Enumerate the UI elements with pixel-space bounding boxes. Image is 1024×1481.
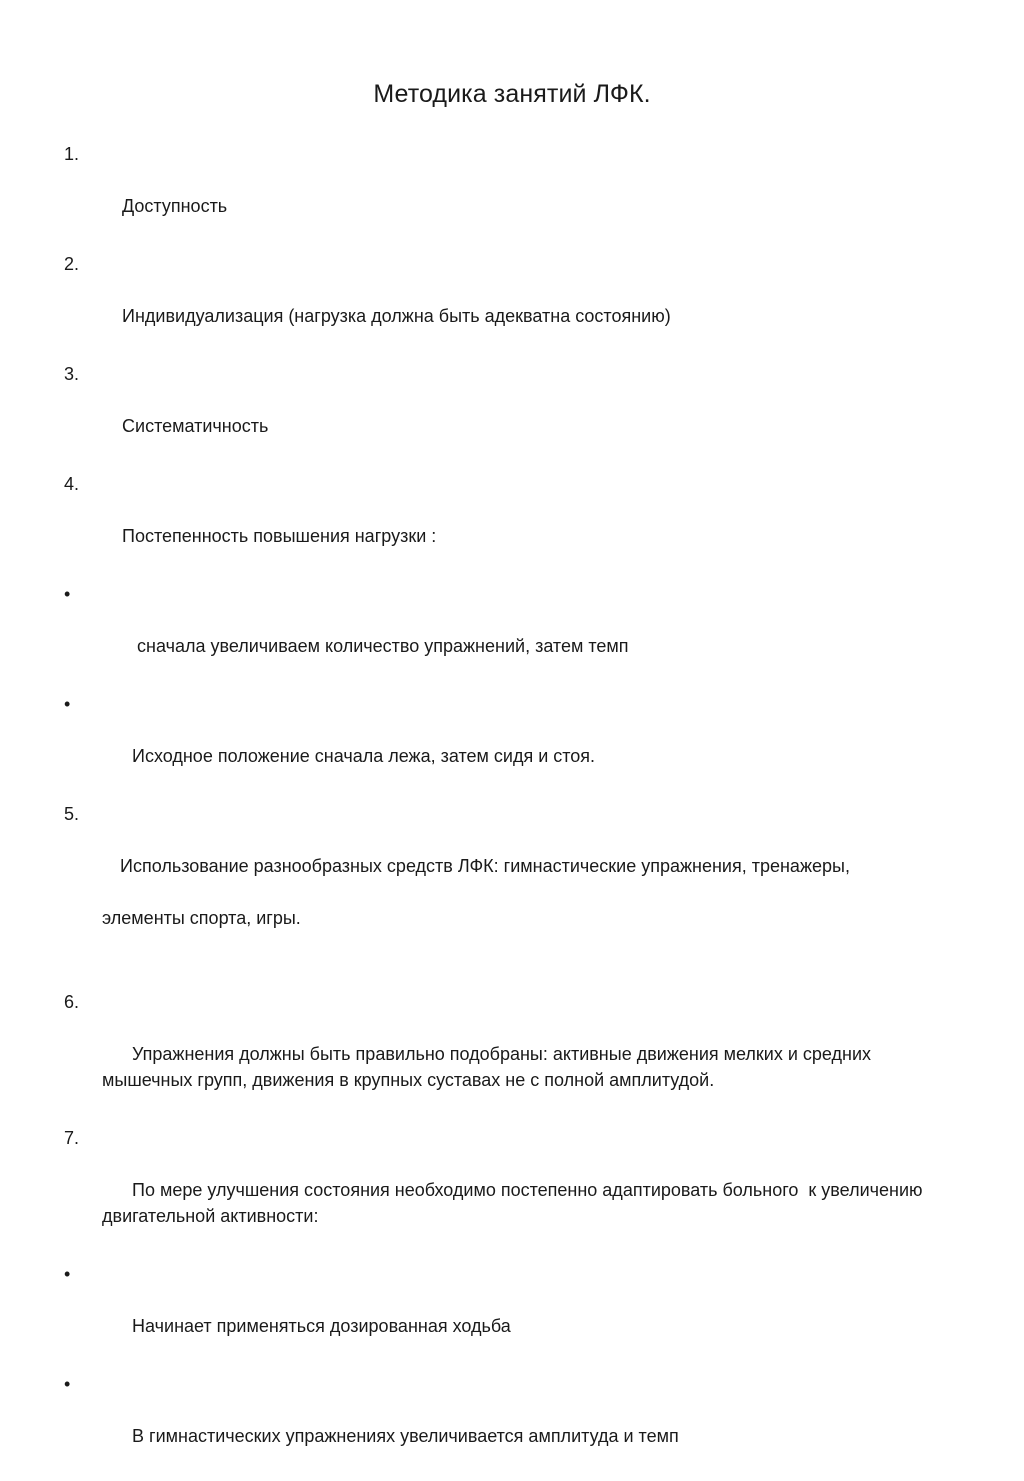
list-item-text: Упражнения должны быть правильно подобраны: активные движения мелких и средних мышечных групп, движения в крупных суставах не с полной амплитудой.: [102, 1044, 877, 1090]
list-item-text: По мере улучшения состояния необходимо постепенно адаптировать больного к увеличению двигательной активности:: [102, 1180, 928, 1226]
list-marker: 4.: [64, 474, 80, 494]
bullet-marker: •: [64, 584, 71, 604]
list-item: [60, 1371, 960, 1475]
bullet-marker: •: [64, 1374, 71, 1394]
list-item: [60, 801, 960, 983]
list-item-text: Индивидуализация (нагрузка должна быть адекватна состоянию): [122, 306, 671, 326]
list-item-text-continued: элементы спорта, игры.: [102, 908, 301, 928]
list-item: [60, 251, 960, 355]
list-item: [60, 141, 960, 245]
list-item: [60, 1125, 960, 1255]
list-item: [60, 581, 960, 685]
list-item: [60, 471, 960, 575]
slide-title: Методика занятий ЛФК.: [373, 80, 651, 108]
list-item-text: Систематичность: [122, 416, 269, 436]
list-item: [60, 361, 960, 465]
list-item: [60, 989, 960, 1119]
list-item-text: Доступность: [122, 196, 228, 216]
content-list: [60, 141, 960, 1481]
list-item-text: Использование разнообразных средств ЛФК: гимнастические упражнения, тренажеры,: [120, 856, 850, 876]
list-marker: 1.: [64, 144, 80, 164]
bullet-marker: •: [64, 1264, 71, 1284]
bullet-marker: •: [64, 694, 71, 714]
list-marker: 7.: [64, 1128, 80, 1148]
list-item: [60, 1261, 960, 1365]
list-item-text: Начинает применяться дозированная ходьба: [132, 1316, 511, 1336]
list-item-text: В гимнастических упражнениях увеличивается амплитуда и темп: [132, 1426, 679, 1446]
list-marker: 2.: [64, 254, 80, 274]
list-marker: 3.: [64, 364, 80, 384]
list-item-text: сначала увеличиваем количество упражнений, затем темп: [132, 636, 629, 656]
list-item-text: Постепенность повышения нагрузки :: [122, 526, 437, 546]
list-marker: 6.: [64, 992, 80, 1012]
list-item: [60, 691, 960, 795]
list-item-text: Исходное положение сначала лежа, затем сидя и стоя.: [132, 746, 596, 766]
list-marker: 5.: [64, 804, 80, 824]
